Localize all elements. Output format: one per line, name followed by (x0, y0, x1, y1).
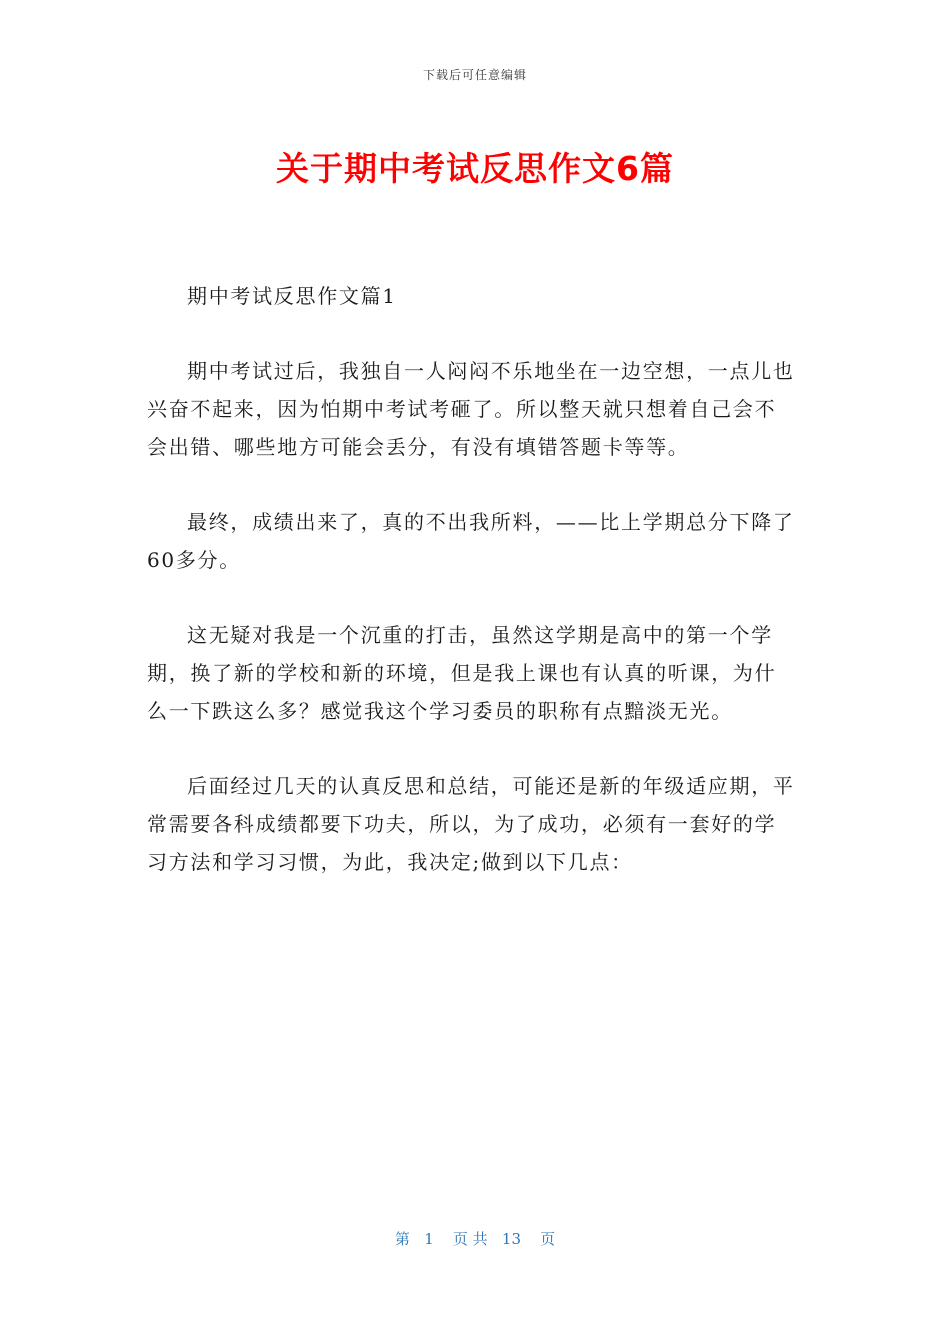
paragraph: 这无疑对我是一个沉重的打击，虽然这学期是高中的第一个学期，换了新的学校和新的环境，但是我上课也有认真的听课，为什么一下跌这么多？感觉我这个学习委员的职称有点黯淡无光。 (147, 623, 777, 723)
paragraph: 期中考试过后，我独自一人闷闷不乐地坐在一边空想，一点儿也兴奋不起来，因为怕期中考试考砸了。所以整天就只想着自己会不会出错、哪些地方可能会丢分，有没有填错答题卡等等。 (147, 359, 795, 459)
section-heading: 期中考试反思作文篇1 (187, 284, 397, 308)
document-body (147, 277, 797, 918)
paragraph: 后面经过几天的认真反思和总结，可能还是新的年级适应期，平常需要各科成绩都要下功夫，所以，为了成功，必须有一套好的学习方法和学习习惯，为此，我决定;做到以下几点： (147, 774, 795, 874)
paragraph: 最终，成绩出来了，真的不出我所料，——比上学期总分下降了60多分。 (147, 510, 795, 572)
header-note: 下载后可任意编辑 (422, 68, 527, 82)
document-title: 关于期中考试反思作文6篇 (276, 149, 674, 188)
page-number-footer: 第 1 页 共 13 页 (394, 1230, 556, 1248)
